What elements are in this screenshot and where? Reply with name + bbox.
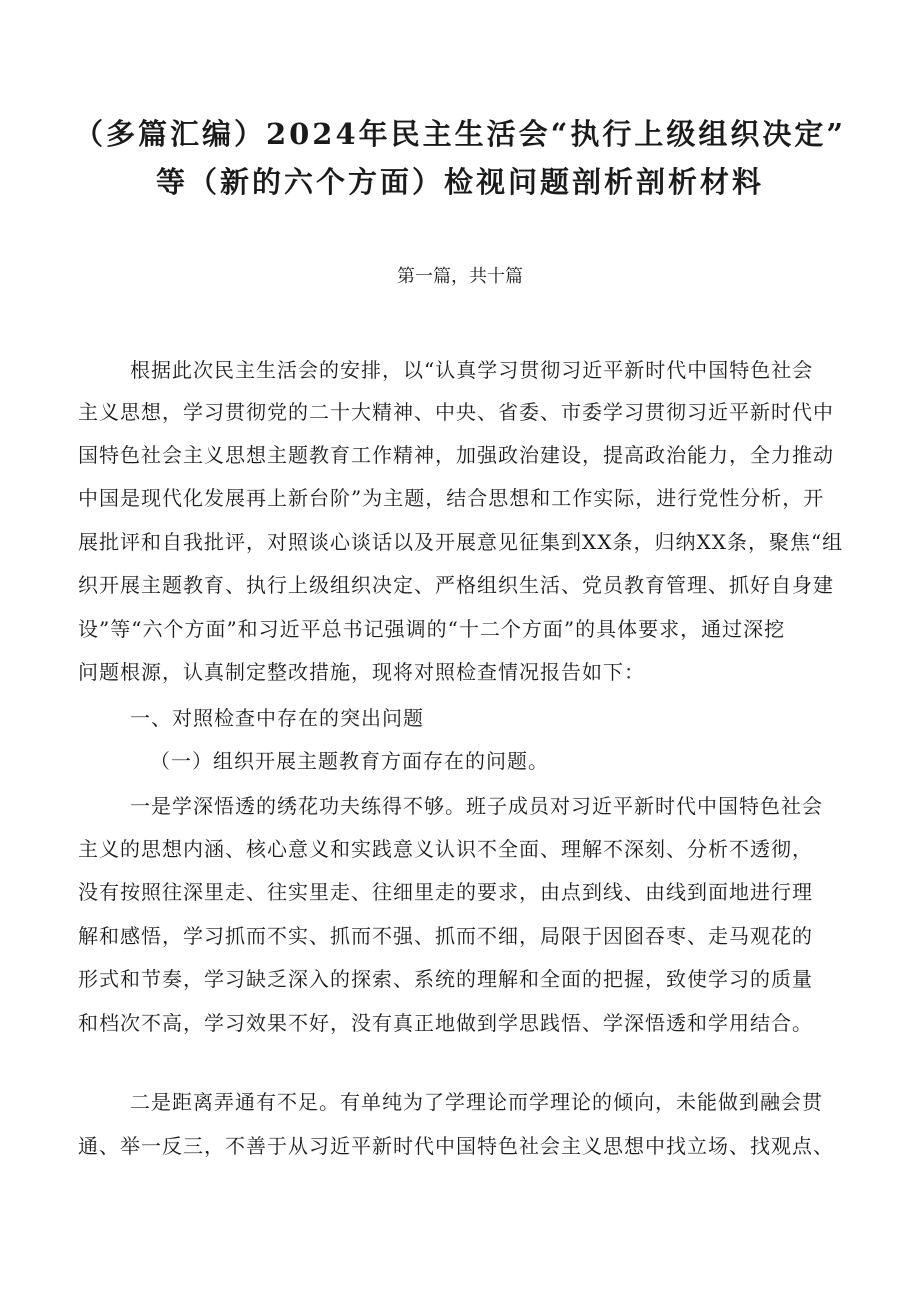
- paragraph-1-line: 设”等“六个方面”和习近平总书记强调的“十二个方面”的具体要求，通过深挖: [78, 617, 786, 641]
- paragraph-2-line: 形式和节奏，学习缺乏深入的探索、系统的理解和全面的把握，致使学习的质量: [78, 967, 813, 991]
- paragraph-1-line: 问题根源，认真制定整改措施，现将对照检查情况报告如下：: [78, 660, 645, 684]
- paragraph-1-line: 展批评和自我批评，对照谈心谈话以及开展意见征集到XX条，归纳XX条，聚焦“组: [78, 530, 844, 554]
- paragraph-1-line: 中国是现代化发展再上新台阶”为主题，结合思想和工作实际，进行党性分析，开: [78, 486, 825, 510]
- paragraph-2-line: 解和感悟，学习抓而不实、抓而不强、抓而不细，局限于因囵吞枣、走马观花的: [78, 924, 813, 948]
- document-title-line-2: 等（新的六个方面）检视问题剖析剖析材料: [155, 165, 764, 199]
- paragraph-2-line: 主义的思想内涵、核心意义和实践意义认识不全面、理解不深刻、分析不透彻，: [78, 837, 813, 861]
- paragraph-3-line: 通、举一反三，不善于从习近平新时代中国特色社会主义思想中找立场、找观点、: [78, 1134, 834, 1158]
- document-title-line-1: （多篇汇编）2024年民主生活会“执行上级组织决定”: [73, 117, 847, 151]
- paragraph-1-line: 主义思想，学习贯彻党的二十大精神、中央、省委、市委学习贯彻习近平新时代中: [78, 400, 834, 424]
- paragraph-2-line: 一是学深悟透的绣花功夫练得不够。班子成员对习近平新时代中国特色社会: [130, 794, 823, 818]
- paragraph-1-line: 国特色社会主义思想主题教育工作精神，加强政治建设，提高政治能力，全力推动: [78, 443, 834, 467]
- heading-level-1: 一、对照检查中存在的突出问题: [130, 706, 424, 730]
- paragraph-1-line: 根据此次民主生活会的安排，以“认真学习贯彻习近平新时代中国特色社会: [130, 358, 814, 382]
- heading-level-2: （一）组织开展主题教育方面存在的问题。: [150, 749, 549, 773]
- part-label: 第一篇，共十篇: [397, 266, 523, 287]
- paragraph-1-line: 织开展主题教育、执行上级组织决定、严格组织生活、党员教育管理、抓好自身建: [78, 573, 834, 597]
- paragraph-3-line: 二是距离弄通有不足。有单纯为了学理论而学理论的倾向，未能做到融会贯: [130, 1090, 823, 1114]
- paragraph-2-line: 和档次不高，学习效果不好，没有真正地做到学思践悟、学深悟透和学用结合。: [78, 1011, 813, 1035]
- paragraph-2-line: 没有按照往深里走、往实里走、往细里走的要求，由点到线、由线到面地进行理: [78, 880, 813, 904]
